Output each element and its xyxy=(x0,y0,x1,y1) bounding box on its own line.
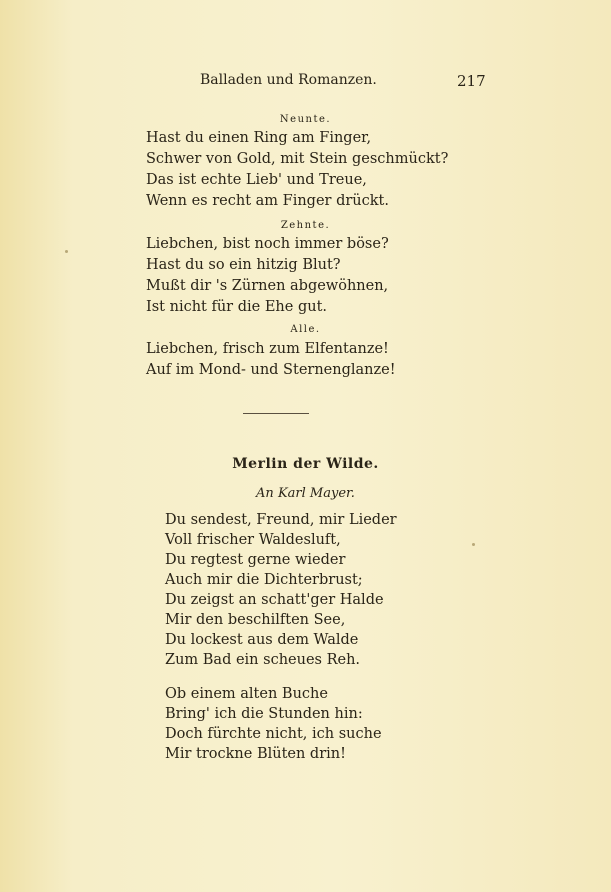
verse-line: Hast du so ein hitzig Blut? xyxy=(146,257,341,273)
verse-line: Mußt dir 's Zürnen abgewöhnen, xyxy=(146,278,389,294)
verse-line: Auf im Mond- und Sternenglanze! xyxy=(146,362,396,378)
speaker-label: Neunte. xyxy=(279,114,332,125)
verse-line: Bring' ich die Stunden hin: xyxy=(165,706,363,722)
verse-line: Ist nicht für die Ehe gut. xyxy=(146,299,328,315)
verse-line: Du zeigst an schatt'ger Halde xyxy=(165,592,384,608)
speaker-label: Alle. xyxy=(290,324,321,335)
verse-line: Hast du einen Ring am Finger, xyxy=(146,130,372,146)
verse-line: Voll frischer Waldesluft, xyxy=(165,532,341,548)
verse-line: Wenn es recht am Finger drückt. xyxy=(146,193,389,209)
verse-line: Zum Bad ein scheues Reh. xyxy=(165,652,361,668)
paper-speck xyxy=(65,250,68,253)
running-head: Balladen und Romanzen. xyxy=(200,72,377,88)
paper-speck xyxy=(472,543,475,546)
page-header xyxy=(0,72,611,92)
page-number: 217 xyxy=(457,72,486,90)
verse-line: Mir den beschilften See, xyxy=(165,612,346,628)
verse-line: Doch fürchte nicht, ich suche xyxy=(165,726,382,742)
verse-line: Du sendest, Freund, mir Lieder xyxy=(165,512,397,528)
poem-title: Merlin der Wilde. xyxy=(232,456,379,472)
verse-line: Ob einem alten Buche xyxy=(165,686,328,702)
verse-line: Du lockest aus dem Walde xyxy=(165,632,359,648)
verse-line: Schwer von Gold, mit Stein geschmückt? xyxy=(146,151,449,167)
verse-line: Liebchen, frisch zum Elfentanze! xyxy=(146,341,389,357)
speaker-label: Zehnte. xyxy=(280,220,331,231)
verse-line: Liebchen, bist noch immer böse? xyxy=(146,236,389,252)
verse-line: Auch mir die Dichterbrust; xyxy=(165,572,363,588)
verse-line: Du regtest gerne wieder xyxy=(165,552,346,568)
verse-line: Das ist echte Lieb' und Treue, xyxy=(146,172,367,188)
poem-dedication: An Karl Mayer. xyxy=(256,486,355,501)
verse-line: Mir trockne Blüten drin! xyxy=(165,746,346,762)
section-divider xyxy=(243,413,309,414)
